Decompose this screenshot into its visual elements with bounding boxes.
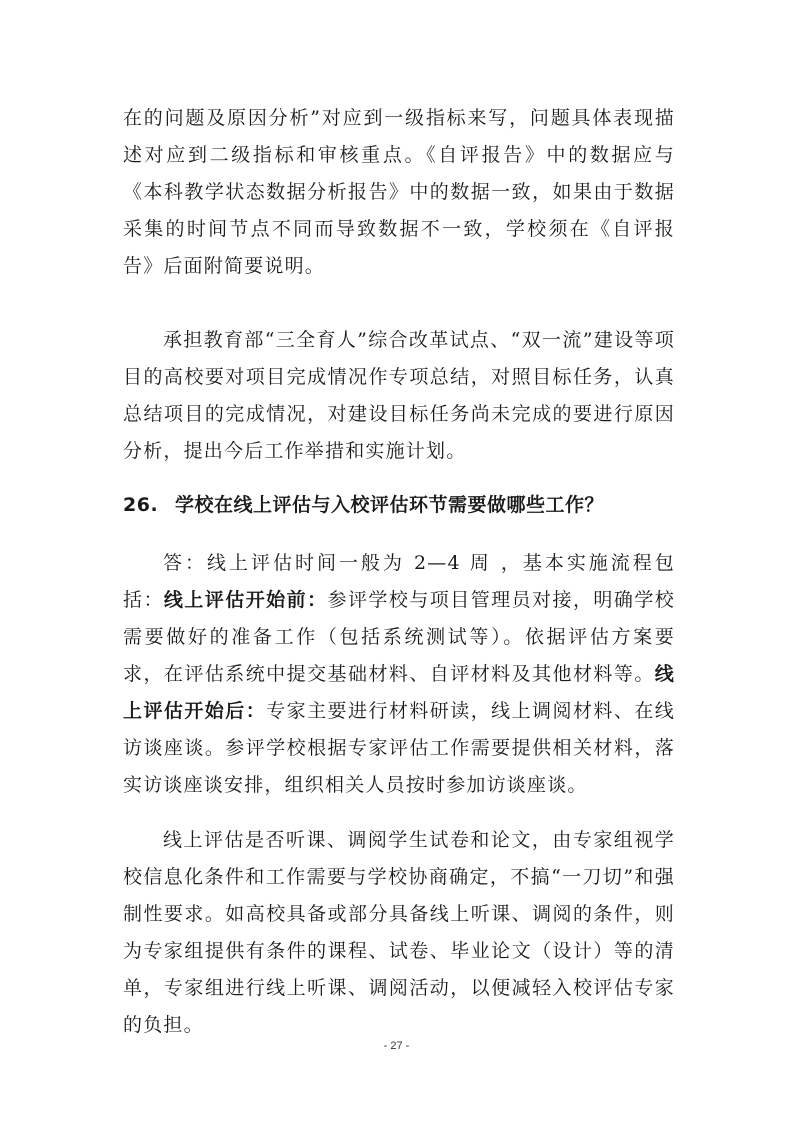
paragraph-online-lectures-review: 线上评估是否听课、调阅学生试卷和论文，由专家组视学校信息化条件和工作需要与学校协商确定，不搞“一刀切”和强制性要求。如高校具备或部分具备线上听课、调阅的条件，则为专家组提供有条件的课程、试卷、毕业论文（设计）等的清单，专家组进行线上听课、调阅活动，以便减轻入校评估专家的负担。 bbox=[123, 829, 675, 1036]
question-text: 学校在线上评估与入校评估环节需要做哪些工作？ bbox=[175, 494, 605, 516]
page-number: - 27 - bbox=[383, 1040, 410, 1052]
question-number: 26. bbox=[123, 494, 159, 516]
question-heading bbox=[123, 490, 675, 520]
before-online-evaluation-text: 参评学校与项目管理员对接，明确学校需要做好的准备工作（包括系统测试等）。依据评估方案要求，在评估系统中提交基础材料、自评材料及其他材料等。 bbox=[123, 589, 675, 685]
answer-intro: 答：线上评估时间一般为 2—4 周 ，基本实施流程包括： bbox=[123, 552, 675, 611]
paragraph-self-evaluation-report: 在的问题及原因分析”对应到一级指标来写，问题具体表现描述对应到二级指标和审核重点。《自评报告》中的数据应与《本科教学状态数据分析报告》中的数据一致，如果由于数据采集的时间节点不同而导致数据不一致，学校须在《自评报告》后面附简要说明。 bbox=[123, 107, 675, 277]
after-online-evaluation-label: 线上评估开始后： bbox=[123, 663, 675, 722]
before-online-evaluation-label: 线上评估开始前： bbox=[163, 589, 328, 611]
paragraph-project-summary: 承担教育部“三全育人”综合改革试点、“双一流”建设等项目的高校要对项目完成情况作专项总结，对照目标任务，认真总结项目的完成情况，对建设目标任务尚未完成的要进行原因分析，提出今后工作举措和实施计划。 bbox=[123, 329, 675, 462]
paragraph-online-evaluation-process bbox=[123, 545, 675, 804]
after-online-evaluation-text: 专家主要进行材料研读，线上调阅材料、在线访谈座谈。参评学校根据专家评估工作需要提供相关材料，落实访谈座谈安排，组织相关人员按时参加访谈座谈。 bbox=[123, 700, 675, 796]
